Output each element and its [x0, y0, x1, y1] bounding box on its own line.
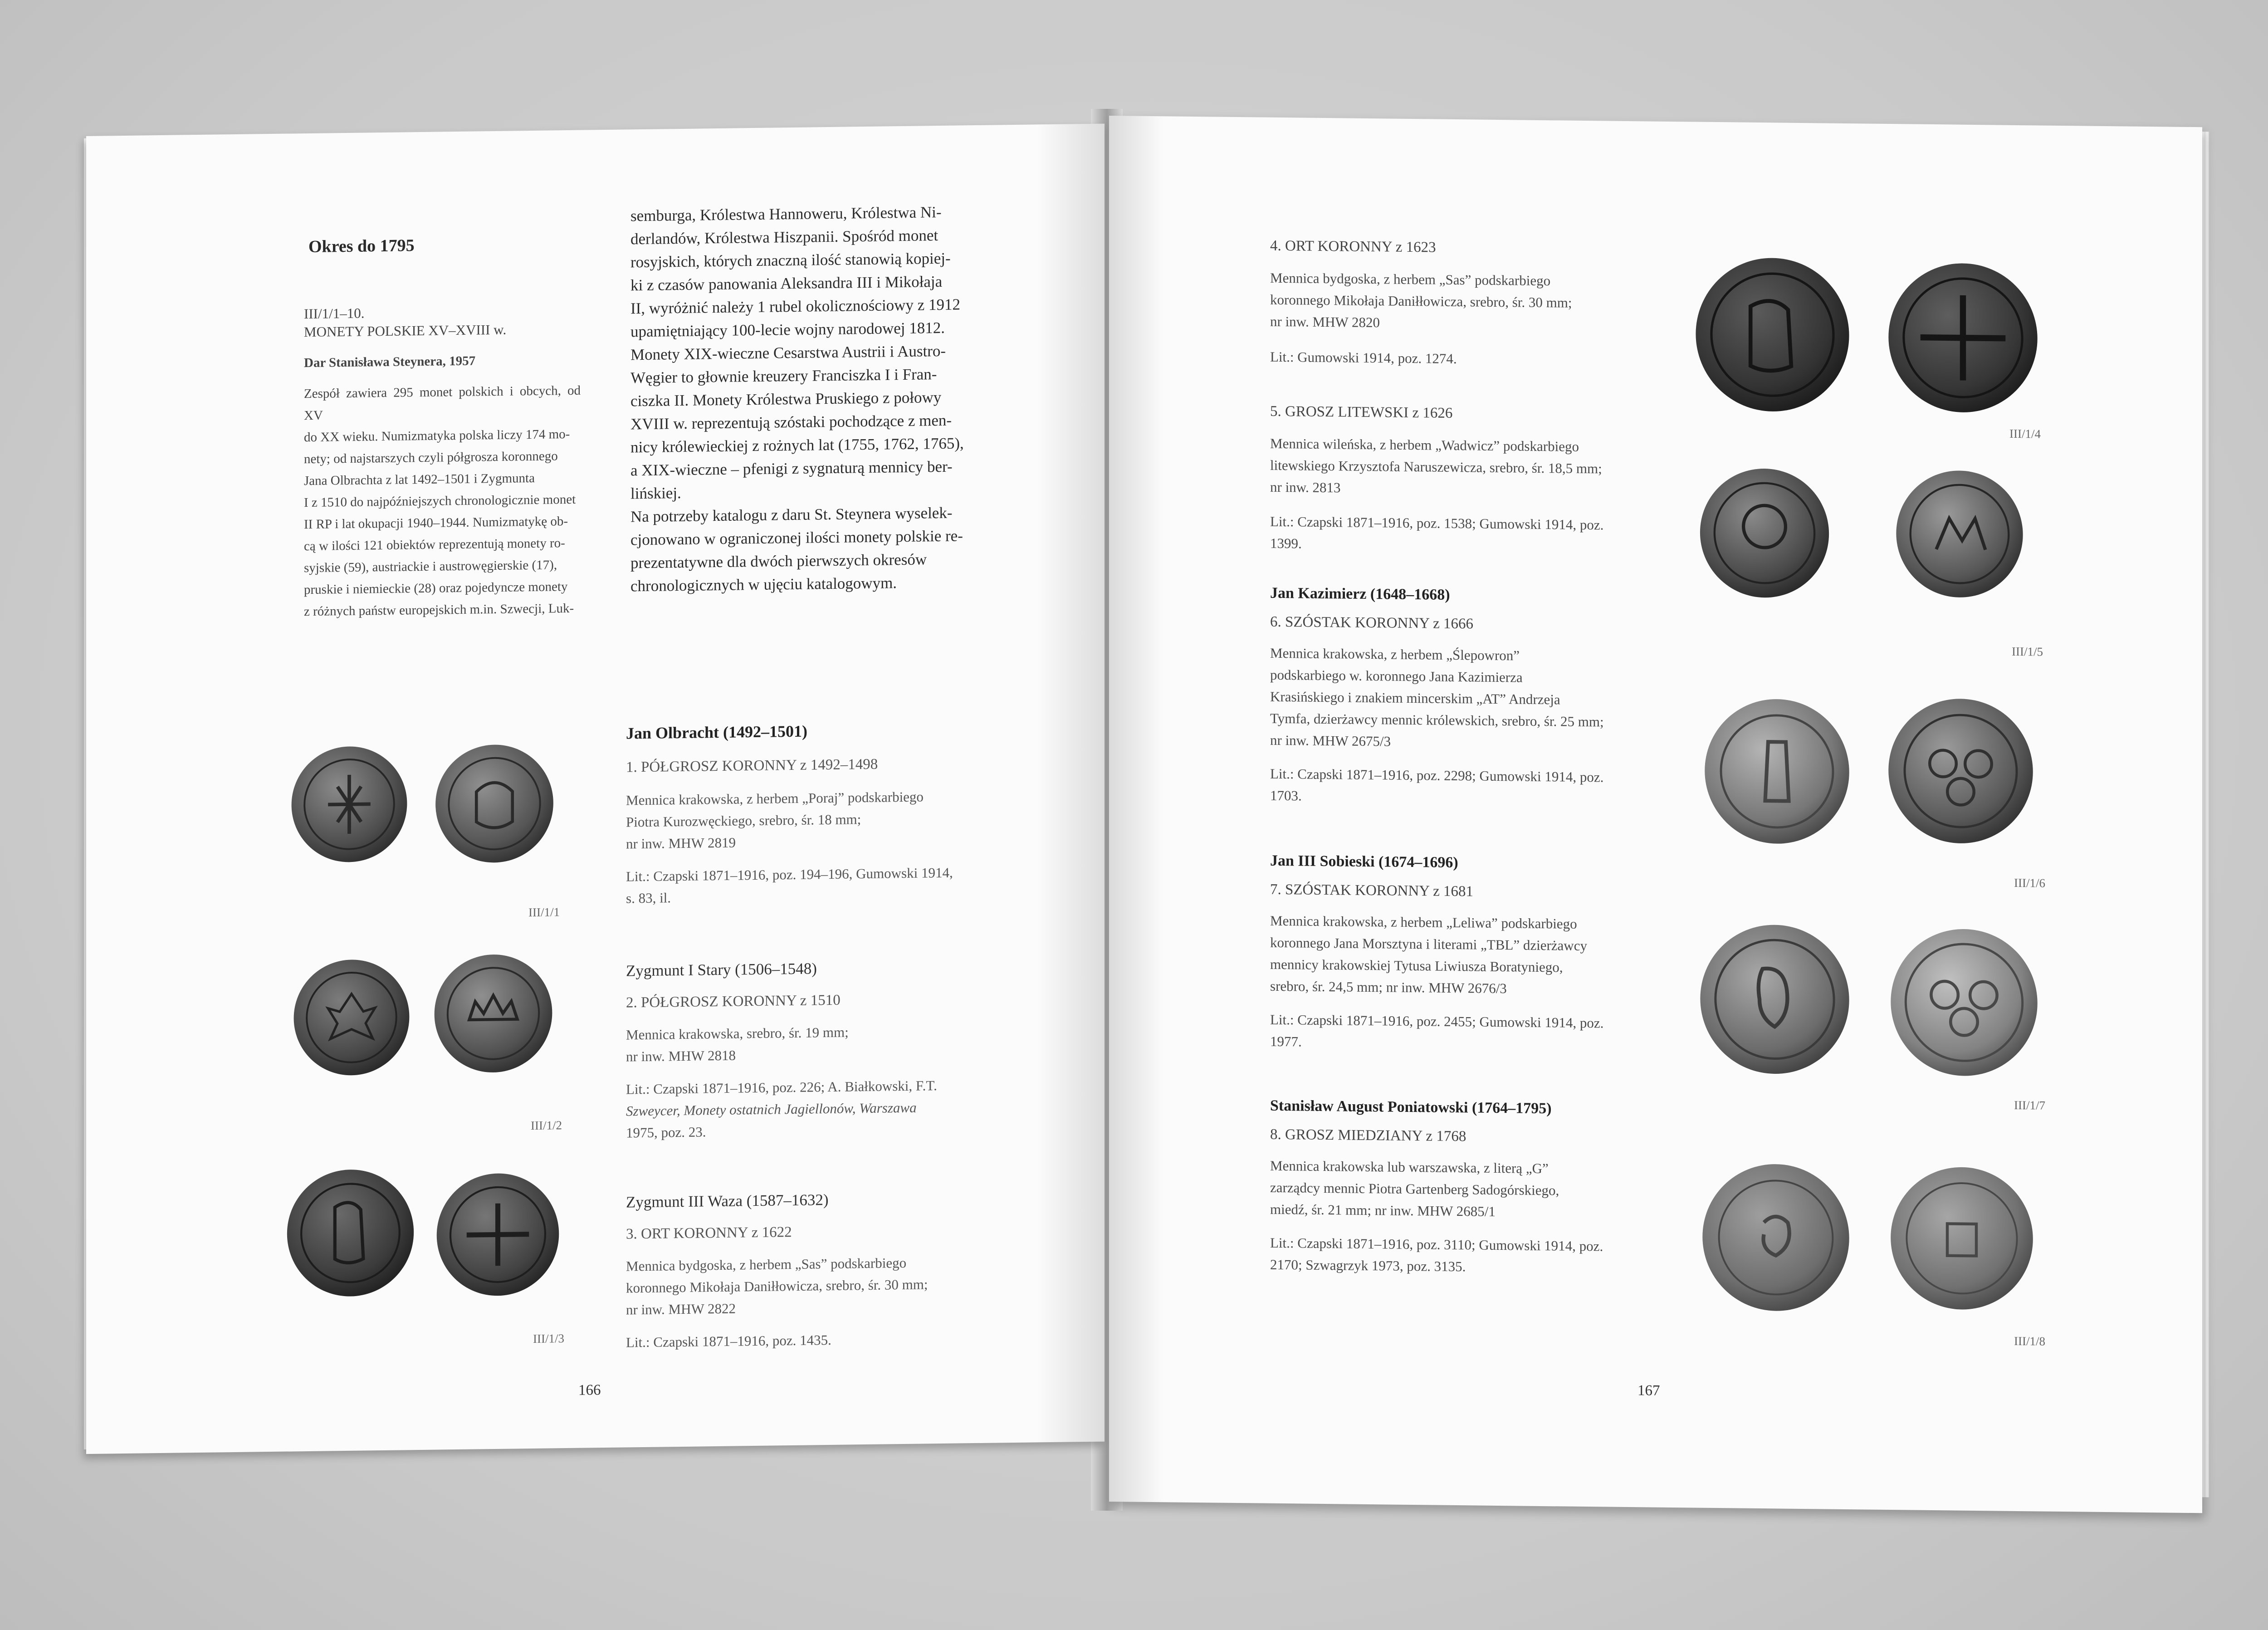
text-line: nicy królewieckiej z rożnych lat (1755, 1762, 1765), — [631, 434, 964, 456]
text-line: derlandów, Królestwa Hiszpanii. Spośród monet — [631, 226, 938, 248]
entry-desc-line: Piotra Kurozwęckiego, srebro, śr. 18 mm; — [626, 811, 861, 830]
catalog-entry-4 — [1270, 238, 1678, 372]
coin-label: III/1/1 — [528, 905, 560, 920]
coin-obverse-image — [286, 1166, 415, 1299]
intro-continued — [631, 200, 1012, 597]
entry-lit-line: Lit.: Czapski 1871–1916, poz. 1538; Gumowski 1914, poz. — [1270, 513, 1604, 533]
entry-lit-line: 1399. — [1270, 535, 1302, 552]
coin-reverse-image — [1889, 1165, 2034, 1312]
catalog-entry-6 — [1270, 585, 1678, 811]
entry-desc-line: Tymfa, dzierżawcy mennic królewskich, srebro, śr. 25 mm; — [1270, 710, 1604, 730]
coin-obverse-image — [1699, 923, 1851, 1077]
coin-obverse-image — [290, 742, 408, 866]
entry-desc-line: Mennica krakowska lub warszawska, z literą „G” — [1270, 1157, 1549, 1177]
entry-desc-line: nr inw. MHW 2818 — [626, 1047, 736, 1065]
left-page — [86, 124, 1105, 1454]
section-title: Okres do 1795 — [308, 236, 415, 257]
entry-lit-line: 2170; Szwagrzyk 1973, poz. 3135. — [1270, 1256, 1466, 1275]
entry-desc-line: nr inw. 2813 — [1270, 479, 1341, 496]
entry-desc-line: Mennica krakowska, z herbem „Poraj” podskarbiego — [626, 788, 924, 808]
catalog-entry-3 — [626, 1189, 1025, 1354]
coin-label: III/1/7 — [2014, 1098, 2045, 1112]
intro-line: II RP i lat okupacji 1940–1944. Numizmatykę ob- — [304, 514, 568, 532]
text-line: lińskiej. — [631, 484, 681, 503]
coin-label: III/1/3 — [533, 1331, 564, 1346]
entry-desc-line: miedź, śr. 21 mm; nr inw. MHW 2685/1 — [1270, 1201, 1496, 1219]
intro-line: Zespół zawiera 295 monet polskich i obcych, od XV — [304, 383, 581, 423]
intro-line: syjskie (59), austriackie i austrowęgierskie (17), — [304, 558, 557, 576]
entry-desc-line: Mennica krakowska, srebro, śr. 19 mm; — [626, 1024, 849, 1043]
entry-lit-line: Lit.: Czapski 1871–1916, poz. 3110; Gumowski 1914, poz. — [1270, 1234, 1603, 1254]
entry-title: 3. ORT KORONNY z 1622 — [626, 1224, 792, 1243]
text-line: II, wyróżnić należy 1 rubel okolicznościowy z 1912 — [631, 295, 960, 318]
text-line: ki z czasów panowania Aleksandra III i Mikołaja — [631, 272, 943, 294]
text-line: Węgier to głownie kreuzery Franciszka I i Fran- — [631, 365, 937, 387]
coin-reverse-image — [1887, 695, 2034, 847]
entry-desc-line: koronnego Mikołaja Daniłłowicza, srebro, śr. 30 mm; — [1270, 291, 1572, 311]
entry-title: 1. PÓŁGROSZ KORONNY z 1492–1498 — [626, 756, 878, 776]
text-line: upamiętniający 100-lecie wojny narodowej 1812. — [631, 318, 945, 341]
text-line: chronologicznych w ujęciu katalogowym. — [631, 574, 897, 595]
entry-lit-line: Lit.: Czapski 1871–1916, poz. 2455; Gumowski 1914, poz. — [1270, 1011, 1604, 1031]
coin-label: III/1/6 — [2014, 876, 2045, 890]
coin-label: III/1/4 — [2009, 426, 2041, 441]
entry-desc-line: litewskiego Krzysztofa Naruszewicza, srebro, śr. 18,5 mm; — [1270, 457, 1602, 477]
intro-paragraph — [304, 380, 581, 622]
entry-desc-line: Mennica krakowska, z herbem „Ślepowron” — [1270, 645, 1520, 664]
item-title: MONETY POLSKIE XV–XVIII w. — [304, 321, 507, 340]
page-number: 167 — [1637, 1382, 1660, 1399]
entry-lit-line: Lit.: Gumowski 1914, poz. 1274. — [1270, 348, 1457, 367]
coin-obverse-image — [1701, 1161, 1851, 1314]
entry-desc-line: Krasińskiego i znakiem mincerskim „AT” Andrzeja — [1270, 688, 1560, 708]
intro-line: do XX wieku. Numizmatyka polska liczy 174 mo- — [304, 426, 570, 445]
coin-label: III/1/8 — [2014, 1334, 2045, 1348]
intro-line: pruskie i niemieckie (28) oraz pojedyncze monety — [304, 579, 568, 597]
entry-lit-line: Lit.: Czapski 1871–1916, poz. 226; A. Białkowski, F.T. — [626, 1077, 937, 1097]
right-page — [1109, 116, 2202, 1513]
entry-title: 4. ORT KORONNY z 1623 — [1270, 237, 1436, 256]
coin-reverse-image — [435, 1169, 560, 1300]
entry-lit-line: Lit.: Czapski 1871–1916, poz. 1435. — [626, 1331, 831, 1351]
text-line: cjonowano w ograniczonej ilości monety polskie re- — [631, 527, 963, 549]
intro-line: z różnych państw europejskich m.in. Szwecji, Luk- — [304, 601, 574, 619]
entry-desc-line: srebro, śr. 24,5 mm; nr inw. MHW 2676/3 — [1270, 978, 1507, 997]
page-number: 166 — [578, 1382, 601, 1399]
entry-title: 6. SZÓSTAK KORONNY z 1666 — [1270, 613, 1474, 632]
coin-label: III/1/2 — [531, 1118, 562, 1133]
entry-lit-line: 1977. — [1270, 1033, 1302, 1050]
coin-obverse-image — [1699, 467, 1830, 600]
coin-obverse-image — [293, 955, 411, 1079]
entry-title: 2. PÓŁGROSZ KORONNY z 1510 — [626, 992, 841, 1011]
ruler-name: Jan Kazimierz (1648–1668) — [1270, 584, 1450, 603]
entry-lit-line: Szweycer, Monety ostatnich Jagiellonów, Warszawa — [626, 1099, 917, 1119]
text-line: rosyjskich, których znaczną ilość stanowią kopiej- — [631, 249, 951, 271]
text-line: a XIX-wieczne – pfenigi z sygnaturą mennicy ber- — [631, 457, 953, 480]
ruler-name: Zygmunt I Stary (1506–1548) — [626, 959, 817, 980]
text-line: semburga, Królestwa Hannoweru, Królestwa Ni- — [631, 203, 942, 225]
entry-desc-line: nr inw. MHW 2675/3 — [1270, 732, 1391, 749]
item-code: III/1/1–10. — [304, 305, 365, 322]
entry-lit-line: Lit.: Czapski 1871–1916, poz. 194–196, Gumowski 1914, — [626, 864, 953, 885]
coin-obverse-image — [1694, 256, 1851, 414]
catalog-entry-8 — [1270, 1097, 1678, 1280]
coin-reverse-image — [433, 743, 556, 864]
entry-desc-line: Mennica bydgoska, z herbem „Sas” podskarbiego — [626, 1254, 907, 1274]
catalog-entry-7 — [1270, 852, 1678, 1057]
text-line: prezentatywne dla dwóch pierwszych okresów — [631, 550, 927, 572]
intro-line: I z 1510 do najpóźniejszych chronologicznie monet — [304, 492, 576, 510]
ruler-name: Zygmunt III Waza (1587–1632) — [626, 1191, 829, 1211]
entry-desc-line: nr inw. MHW 2820 — [1270, 313, 1380, 331]
coin-label: III/1/5 — [2012, 644, 2043, 659]
entry-desc-line: nr inw. MHW 2822 — [626, 1300, 736, 1318]
entry-title: 5. GROSZ LITEWSKI z 1626 — [1270, 403, 1453, 421]
ruler-name: Jan Olbracht (1492–1501) — [626, 722, 807, 743]
coin-reverse-image — [433, 951, 553, 1075]
intro-line: cą w ilości 121 obiektów reprezentują monety ro- — [304, 536, 565, 554]
ruler-name: Stanisław August Poniatowski (1764–1795) — [1270, 1097, 1552, 1117]
entry-lit-line: 1975, poz. 23. — [626, 1124, 706, 1141]
entry-desc-line: podskarbiego w. koronnego Jana Kazimierza — [1270, 666, 1523, 685]
catalog-entry-2 — [626, 957, 1025, 1144]
text-line: ciszka II. Monety Królestwa Pruskiego z połowy — [631, 388, 942, 410]
gift-line: Dar Stanisława Steynera, 1957 — [304, 353, 476, 371]
text-line: Na potrzeby katalogu z daru St. Steynera wyselek- — [631, 504, 953, 526]
coin-reverse-image — [1887, 260, 2039, 416]
intro-line: Jana Olbrachta z lat 1492–1501 i Zygmunta — [304, 470, 535, 489]
catalog-entry-1 — [626, 719, 1025, 910]
entry-title: 8. GROSZ MIEDZIANY z 1768 — [1270, 1126, 1466, 1145]
entry-desc-line: zarządcy mennic Piotra Gartenberg Sadogórskiego, — [1270, 1179, 1559, 1199]
entry-desc-line: koronnego Jana Morsztyna i literami „TBL” dzierżawcy — [1270, 934, 1587, 954]
ruler-name: Jan III Sobieski (1674–1696) — [1270, 852, 1458, 871]
entry-desc-line: nr inw. MHW 2819 — [626, 834, 736, 852]
entry-lit-line: s. 83, il. — [626, 890, 671, 906]
coin-obverse-image — [1703, 696, 1851, 847]
entry-desc-line: Mennica bydgoska, z herbem „Sas” podskarbiego — [1270, 269, 1551, 289]
entry-title: 7. SZÓSTAK KORONNY z 1681 — [1270, 881, 1474, 900]
entry-lit-line: 1703. — [1270, 787, 1302, 804]
text-line: Monety XIX-wieczne Cesarstwa Austrii i Austro- — [631, 342, 946, 364]
entry-desc-line: Mennica wileńska, z herbem „Wadwicz” podskarbiego — [1270, 435, 1579, 455]
coin-reverse-image — [1894, 469, 2025, 599]
intro-line: nety; od najstarszych czyli półgrosza koronnego — [304, 449, 558, 467]
catalog-entry-5 — [1270, 403, 1678, 558]
coin-reverse-image — [1889, 927, 2039, 1078]
entry-desc-line: mennicy krakowskiej Tytusa Liwiusza Boratyniego, — [1270, 956, 1563, 975]
entry-lit-line: Lit.: Czapski 1871–1916, poz. 2298; Gumowski 1914, poz. — [1270, 765, 1604, 785]
text-line: XVIII w. reprezentują szóstaki pochodzące z men- — [631, 411, 952, 433]
entry-desc-line: koronnego Mikołaja Daniłłowicza, srebro, śr. 30 mm; — [626, 1276, 928, 1296]
entry-desc-line: Mennica krakowska, z herbem „Leliwa” podskarbiego — [1270, 912, 1577, 932]
